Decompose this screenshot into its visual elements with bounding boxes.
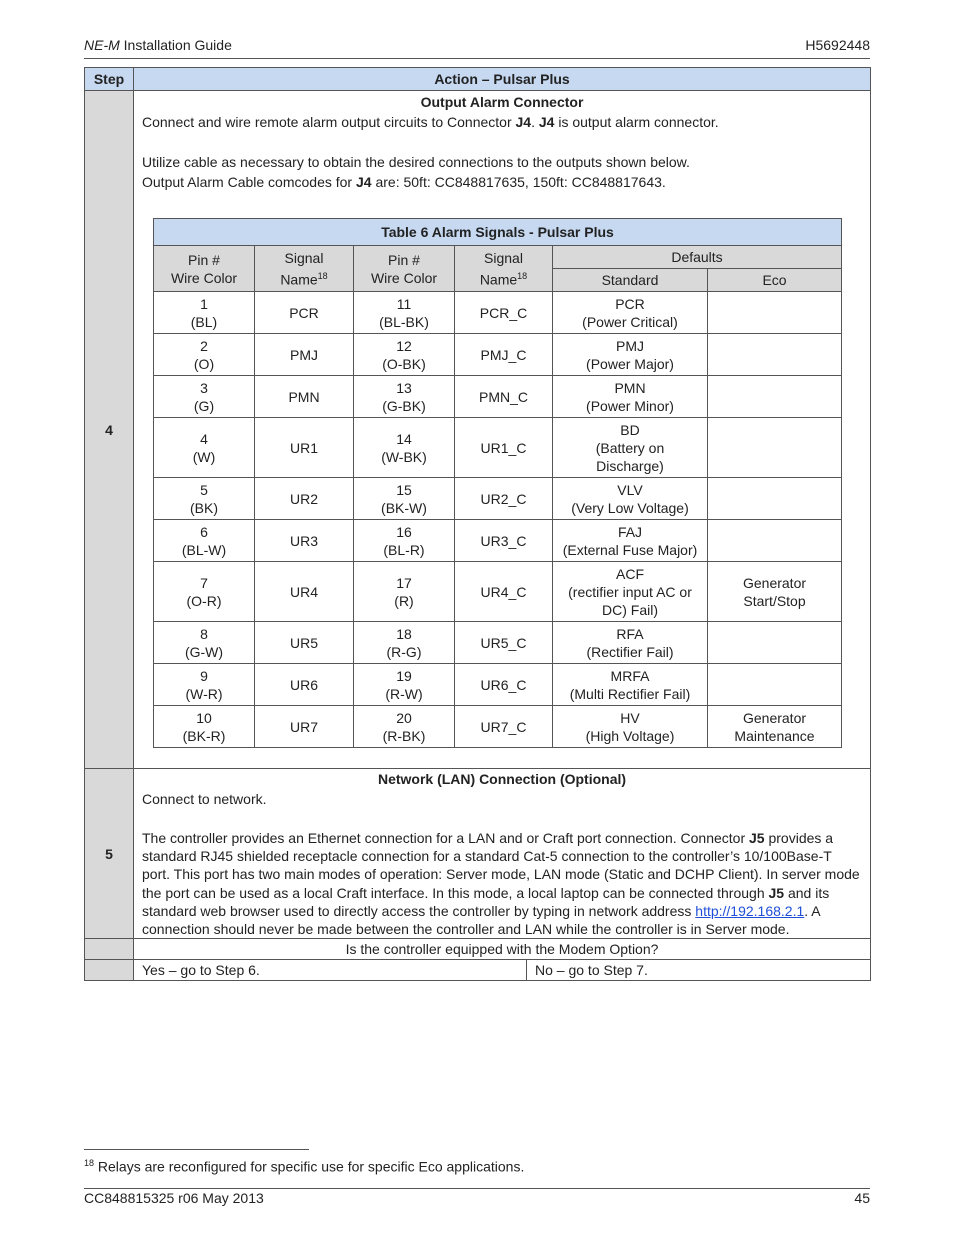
header-pin-2 xyxy=(354,246,455,292)
step-5-content xyxy=(134,769,871,939)
standard-default-cell-line: (Power Major) xyxy=(586,355,674,372)
doc-title-text: Installation Guide xyxy=(119,37,232,53)
step-4-paragraph-1 xyxy=(142,112,862,132)
header-rule xyxy=(84,58,870,59)
pin-wire-cell-line: 20 xyxy=(396,709,412,726)
pin-wire-cell-line: 12 xyxy=(396,337,412,354)
pin-wire-cell xyxy=(354,376,455,418)
pin-wire-cell-line: 9 xyxy=(200,667,208,684)
signal-name-cell xyxy=(455,520,553,562)
standard-default-cell xyxy=(553,334,708,376)
pin-wire-cell-line: 18 xyxy=(396,625,412,642)
signal-name-cell-line: UR6 xyxy=(289,676,318,693)
standard-default-cell-line: (Rectifier Fail) xyxy=(586,643,674,660)
alarm-table-row xyxy=(154,562,842,622)
signal-name-cell xyxy=(255,478,354,520)
signal-name-cell-line: UR4 xyxy=(289,583,318,600)
signal-name-cell xyxy=(255,334,354,376)
pin-wire-cell-line: 1 xyxy=(200,295,208,312)
eco-default-cell xyxy=(708,562,842,622)
signal-name-cell xyxy=(455,376,553,418)
header-text: Pin # xyxy=(388,251,420,268)
eco-default-cell-line: Start/Stop xyxy=(743,592,806,609)
signal-name-cell xyxy=(455,418,553,478)
signal-name-cell-line: UR5 xyxy=(289,634,318,651)
header-text: Pin # xyxy=(188,251,220,268)
signal-name-cell xyxy=(255,706,354,748)
col-action-header: Action – Pulsar Plus xyxy=(134,68,871,91)
header-text: Signal xyxy=(484,249,523,266)
connector-j5: J5 xyxy=(749,830,765,846)
eco-default-cell xyxy=(708,622,842,664)
standard-default-cell xyxy=(553,622,708,664)
header-signal-1 xyxy=(255,246,354,292)
pin-wire-cell-line: 19 xyxy=(396,667,412,684)
signal-name-cell xyxy=(255,520,354,562)
signal-name-cell-line: PCR_C xyxy=(479,304,528,321)
pin-wire-cell xyxy=(154,520,255,562)
standard-default-cell-line: ACF xyxy=(616,565,644,582)
pin-wire-cell xyxy=(154,292,255,334)
standard-default-cell-line: PMJ xyxy=(616,337,644,354)
doc-title-product: NE-M xyxy=(84,37,120,53)
alarm-table-row xyxy=(154,334,842,376)
page-footer xyxy=(84,1190,870,1208)
connector-j4: J4 xyxy=(515,114,532,130)
text-run: . xyxy=(531,114,539,130)
header-standard: Standard xyxy=(553,269,708,292)
pin-wire-cell xyxy=(154,622,255,664)
pin-wire-cell-line: (G-BK) xyxy=(382,397,426,414)
pin-wire-cell-line: (BL-W) xyxy=(181,541,227,558)
eco-default-cell xyxy=(708,376,842,418)
doc-title xyxy=(84,37,232,53)
signal-name-cell-line: PMJ_C xyxy=(480,346,527,363)
pin-wire-cell-line: 5 xyxy=(200,481,208,498)
pin-wire-cell-line: (W-BK) xyxy=(381,448,427,465)
pin-wire-cell xyxy=(354,418,455,478)
alarm-table-row xyxy=(154,664,842,706)
modem-question: Is the controller equipped with the Modem Option? xyxy=(134,939,871,960)
signal-name-cell xyxy=(455,664,553,706)
footnote-ref: 18 xyxy=(317,270,328,281)
pin-wire-cell xyxy=(354,520,455,562)
footer-rule xyxy=(84,1188,870,1189)
alarm-table-row xyxy=(154,376,842,418)
text-run: is output alarm connector. xyxy=(554,114,719,130)
signal-name-cell xyxy=(455,562,553,622)
pin-wire-cell xyxy=(154,334,255,376)
pin-wire-cell-line: 10 xyxy=(196,709,212,726)
step-4-paragraph-2: Utilize cable as necessary to obtain the desired connections to the outputs shown below. xyxy=(142,154,690,170)
page-number: 45 xyxy=(854,1190,870,1206)
pin-wire-cell-line: (R) xyxy=(394,592,414,609)
pin-wire-cell xyxy=(354,706,455,748)
pin-wire-cell-line: 7 xyxy=(200,574,208,591)
signal-name-cell-line: UR1_C xyxy=(480,439,527,456)
pin-wire-cell-line: 14 xyxy=(396,430,412,447)
standard-default-cell xyxy=(553,706,708,748)
alarm-table-row xyxy=(154,292,842,334)
text-run: and its standard web browser used to directly access the controller by typing in network address xyxy=(142,884,830,919)
step-4-title: Output Alarm Connector xyxy=(420,94,584,110)
eco-default-cell-line: Maintenance xyxy=(734,727,815,744)
procedure-header-row xyxy=(85,68,871,91)
connector-j5: J5 xyxy=(768,884,785,901)
footnote-text: Relays are reconfigured for specific use for specific Eco applications. xyxy=(94,1158,525,1175)
pin-wire-cell-line: (BK) xyxy=(190,499,218,516)
pin-wire-cell-line: 6 xyxy=(200,523,208,540)
pin-wire-cell-line: (BL-R) xyxy=(383,541,425,558)
alarm-table-body xyxy=(154,292,842,748)
pin-wire-cell-line: 17 xyxy=(396,574,412,591)
signal-name-cell-line: UR6_C xyxy=(480,676,527,693)
pin-wire-cell-line: 8 xyxy=(200,625,208,642)
pin-wire-cell-line: (G) xyxy=(193,397,215,414)
pin-wire-cell-line: (W-R) xyxy=(185,685,223,702)
standard-default-cell-line: PMN xyxy=(614,379,646,396)
standard-default-cell-line: (rectifier input AC or xyxy=(568,583,692,600)
text-run: are: 50ft: CC848817635, 150ft: CC848817643. xyxy=(371,174,666,190)
standard-default-cell xyxy=(553,478,708,520)
eco-default-cell-line: Generator xyxy=(742,574,807,591)
signal-name-cell-line: UR2_C xyxy=(480,490,527,507)
signal-name-cell-line: PMN_C xyxy=(478,388,528,405)
standard-default-cell xyxy=(553,664,708,706)
pin-wire-cell-line: 13 xyxy=(396,379,412,396)
text-run: Output Alarm Cable comcodes for xyxy=(142,174,356,190)
connector-j4: J4 xyxy=(356,174,372,190)
signal-name-cell-line: UR7 xyxy=(289,718,318,735)
header-text: Signal xyxy=(284,249,324,266)
standard-default-cell-line: DC) Fail) xyxy=(602,601,658,618)
step-4-content xyxy=(134,91,871,769)
pin-wire-cell xyxy=(154,376,255,418)
pin-wire-cell-line: 4 xyxy=(200,430,208,447)
header-text: Wire Color xyxy=(370,269,438,286)
col-step-header: Step xyxy=(85,68,134,91)
eco-default-cell-line: Generator xyxy=(742,709,807,726)
alarm-table-row xyxy=(154,478,842,520)
alarm-table-caption: Table 6 Alarm Signals - Pulsar Plus xyxy=(154,219,842,246)
text-run: The controller provides an Ethernet connection for a LAN and or Craft port connection. Connector xyxy=(142,830,750,846)
standard-default-cell-line: HV xyxy=(620,709,640,726)
text-run: . A connection should never be made between the controller and LAN while the controller is in Server mode. xyxy=(142,902,820,938)
page-header xyxy=(84,37,870,55)
step-5-number: 5 xyxy=(85,769,134,939)
step-4-row xyxy=(85,91,871,769)
header-signal-2 xyxy=(455,246,553,292)
pin-wire-cell-line: (R-W) xyxy=(385,685,423,702)
pin-wire-cell-line: (O-BK) xyxy=(382,355,426,372)
signal-name-cell-line: UR3 xyxy=(289,532,318,549)
pin-wire-cell-line: (R-G) xyxy=(386,643,422,660)
signal-name-cell xyxy=(455,478,553,520)
step-5-paragraph-1: Connect to network. xyxy=(142,791,267,807)
text-run: provides a standard RJ45 shielded receptacle connection for a standard Cat-5 connection to the controller’s 10/100Base-T port. This port has two main modes of operation: Server mode, LAN mode (Static and DCHP Client). In server mode the port can be used as a local Craft interface. In this mode, a local laptop can be connected through xyxy=(142,830,860,901)
standard-default-cell xyxy=(553,562,708,622)
procedure-table xyxy=(84,67,871,981)
pin-wire-cell-line: 2 xyxy=(200,337,208,354)
standard-default-cell xyxy=(553,520,708,562)
eco-default-cell xyxy=(708,418,842,478)
signal-name-cell xyxy=(255,292,354,334)
pin-wire-cell-line: (BK-R) xyxy=(182,727,226,744)
signal-name-cell-line: UR7_C xyxy=(480,718,527,735)
pin-wire-cell-line: 3 xyxy=(200,379,208,396)
pin-wire-cell-line: (BL-BK) xyxy=(379,313,429,330)
eco-default-cell xyxy=(708,292,842,334)
footer-doc-info: CC848815325 r06 May 2013 xyxy=(84,1190,264,1206)
signal-name-cell xyxy=(455,622,553,664)
signal-name-cell xyxy=(255,376,354,418)
header-text: Name xyxy=(479,271,518,288)
footnote xyxy=(84,1158,524,1175)
pin-wire-cell-line: (BL) xyxy=(190,313,218,330)
alarm-signals-table xyxy=(153,218,842,748)
question-step-cell xyxy=(85,939,134,960)
network-address-link[interactable]: http://192.168.2.1 xyxy=(695,902,805,919)
standard-default-cell-line: Discharge) xyxy=(596,457,664,474)
signal-name-cell xyxy=(255,664,354,706)
header-eco: Eco xyxy=(708,269,842,292)
step-4-paragraph-3 xyxy=(142,172,862,192)
eco-default-cell xyxy=(708,706,842,748)
pin-wire-cell xyxy=(154,664,255,706)
standard-default-cell xyxy=(553,376,708,418)
signal-name-cell xyxy=(255,622,354,664)
pin-wire-cell xyxy=(354,478,455,520)
alarm-table-row xyxy=(154,520,842,562)
eco-default-cell xyxy=(708,478,842,520)
pin-wire-cell-line: (G-W) xyxy=(184,643,224,660)
step-5-paragraph-2 xyxy=(142,829,862,938)
step-5-title: Network (LAN) Connection (Optional) xyxy=(377,771,627,787)
signal-name-cell-line: PMJ xyxy=(290,346,318,363)
pin-wire-cell-line: 11 xyxy=(396,295,412,312)
pin-wire-cell xyxy=(154,418,255,478)
doc-number: H5692448 xyxy=(805,37,870,53)
footnote-ref: 18 xyxy=(517,270,528,281)
answer-step-cell xyxy=(85,960,134,981)
signal-name-cell xyxy=(255,418,354,478)
signal-name-cell-line: PCR xyxy=(289,304,319,321)
alarm-table-row xyxy=(154,622,842,664)
standard-default-cell-line: (Very Low Voltage) xyxy=(571,499,689,516)
question-row xyxy=(85,939,871,960)
signal-name-cell-line: UR4_C xyxy=(480,583,527,600)
pin-wire-cell xyxy=(354,622,455,664)
signal-name-cell-line: UR2 xyxy=(289,490,318,507)
pin-wire-cell xyxy=(354,292,455,334)
pin-wire-cell xyxy=(154,478,255,520)
standard-default-cell-line: (External Fuse Major) xyxy=(562,541,698,558)
standard-default-cell-line: BD xyxy=(620,421,640,438)
signal-name-cell xyxy=(455,706,553,748)
signal-name-cell-line: UR5_C xyxy=(480,634,527,651)
alarm-table-row xyxy=(154,706,842,748)
standard-default-cell-line: (Power Minor) xyxy=(586,397,674,414)
step-4-number: 4 xyxy=(85,91,134,769)
step-5-row xyxy=(85,769,871,939)
pin-wire-cell-line: 16 xyxy=(396,523,412,540)
eco-default-cell xyxy=(708,664,842,706)
signal-name-cell xyxy=(255,562,354,622)
standard-default-cell-line: (High Voltage) xyxy=(585,727,675,744)
header-pin-1 xyxy=(154,246,255,292)
standard-default-cell-line: (Multi Rectifier Fail) xyxy=(569,685,691,702)
text-run: Connect and wire remote alarm output circuits to Connector xyxy=(142,114,516,130)
answer-no: No – go to Step 7. xyxy=(527,960,871,981)
answer-yes: Yes – go to Step 6. xyxy=(134,960,527,981)
signal-name-cell-line: UR3_C xyxy=(480,532,527,549)
standard-default-cell xyxy=(553,292,708,334)
pin-wire-cell xyxy=(354,664,455,706)
standard-default-cell-line: (Power Critical) xyxy=(582,313,678,330)
pin-wire-cell xyxy=(354,334,455,376)
alarm-table-row xyxy=(154,418,842,478)
header-defaults: Defaults xyxy=(553,246,842,269)
footnote-number: 18 xyxy=(84,1158,95,1168)
pin-wire-cell-line: (R-BK) xyxy=(382,727,426,744)
pin-wire-cell-line: (O) xyxy=(193,355,215,372)
pin-wire-cell-line: 15 xyxy=(396,481,412,498)
pin-wire-cell xyxy=(154,706,255,748)
standard-default-cell-line: RFA xyxy=(616,625,644,642)
eco-default-cell xyxy=(708,520,842,562)
signal-name-cell xyxy=(455,334,553,376)
eco-default-cell xyxy=(708,334,842,376)
pin-wire-cell xyxy=(154,562,255,622)
standard-default-cell-line: VLV xyxy=(617,481,643,498)
connector-j4: J4 xyxy=(538,114,555,130)
standard-default-cell-line: MRFA xyxy=(610,667,650,684)
signal-name-cell-line: UR1 xyxy=(289,439,318,456)
standard-default-cell-line: (Battery on xyxy=(595,439,665,456)
standard-default-cell-line: PCR xyxy=(615,295,645,312)
signal-name-cell xyxy=(455,292,553,334)
footnote-rule xyxy=(84,1149,309,1150)
pin-wire-cell-line: (W) xyxy=(192,448,216,465)
pin-wire-cell-line: (O-R) xyxy=(186,592,222,609)
pin-wire-cell xyxy=(354,562,455,622)
pin-wire-cell-line: (BK-W) xyxy=(381,499,427,516)
answer-row xyxy=(85,960,871,981)
standard-default-cell xyxy=(553,418,708,478)
signal-name-cell-line: PMN xyxy=(288,388,320,405)
standard-default-cell-line: FAJ xyxy=(617,523,643,540)
header-text: Wire Color xyxy=(170,269,238,286)
header-text: Name xyxy=(280,271,318,288)
